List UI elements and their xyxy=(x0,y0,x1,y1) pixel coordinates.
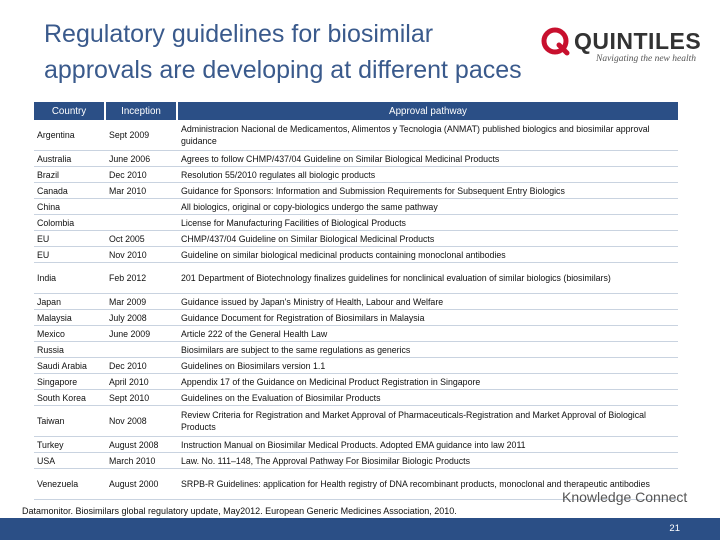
cell-inception: April 2010 xyxy=(105,374,177,390)
title-line-1: Regulatory guidelines for biosimilar xyxy=(44,20,434,48)
cell-inception: June 2006 xyxy=(105,151,177,167)
cell-inception: August 2008 xyxy=(105,437,177,453)
cell-approval-pathway: Appendix 17 of the Guidance on Medicinal Product Registration in Singapore xyxy=(177,374,678,390)
title-line-2: approvals are developing at different paces xyxy=(44,56,522,84)
cell-approval-pathway: Guidance Document for Registration of Biosimilars in Malaysia xyxy=(177,310,678,326)
cell-approval-pathway: Review Criteria for Registration and Market Approval of Pharmaceuticals-Registration and Market Approval of Biological Products xyxy=(177,406,678,437)
cell-approval-pathway: Guidance for Sponsors: Information and Submission Requirements for Subsequent Entry Biologics xyxy=(177,183,678,199)
cell-approval-pathway: Instruction Manual on Biosimilar Medical Products. Adopted EMA guidance into law 2011 xyxy=(177,437,678,453)
cell-approval-pathway: Biosimilars are subject to the same regulations as generics xyxy=(177,342,678,358)
cell-country: Saudi Arabia xyxy=(34,358,105,374)
table-row xyxy=(34,453,678,469)
table-row xyxy=(34,390,678,406)
cell-inception xyxy=(105,199,177,215)
cell-approval-pathway: Agrees to follow CHMP/437/04 Guideline on Similar Biological Medicinal Products xyxy=(177,151,678,167)
cell-country: India xyxy=(34,263,105,294)
logo-name: QUINTILES xyxy=(574,28,702,54)
table-row xyxy=(34,406,678,437)
table-row xyxy=(34,120,678,151)
cell-country: EU xyxy=(34,231,105,247)
cell-country: Australia xyxy=(34,151,105,167)
cell-approval-pathway: License for Manufacturing Facilities of Biological Products xyxy=(177,215,678,231)
cell-inception: Nov 2008 xyxy=(105,406,177,437)
cell-country: Venezuela xyxy=(34,469,105,500)
cell-inception: Oct 2005 xyxy=(105,231,177,247)
table-row xyxy=(34,326,678,342)
cell-inception: Dec 2010 xyxy=(105,167,177,183)
cell-inception: Mar 2010 xyxy=(105,183,177,199)
slide-title xyxy=(44,16,564,88)
table-row xyxy=(34,358,678,374)
table-row xyxy=(34,310,678,326)
cell-country: USA xyxy=(34,453,105,469)
logo-tagline: Navigating the new health xyxy=(596,54,697,64)
cell-approval-pathway: Resolution 55/2010 regulates all biologic products xyxy=(177,167,678,183)
cell-inception xyxy=(105,215,177,231)
cell-country: Japan xyxy=(34,294,105,310)
quintiles-logo xyxy=(540,24,712,72)
cell-approval-pathway: 201 Department of Biotechnology finalizes guidelines for nonclinical evaluation of similar biologics (biosimilars) xyxy=(177,263,678,294)
table-row xyxy=(34,374,678,390)
cell-inception: Sept 2009 xyxy=(105,120,177,151)
quintiles-q-icon xyxy=(540,26,570,56)
cell-country: Canada xyxy=(34,183,105,199)
cell-approval-pathway: All biologics, original or copy-biologics undergo the same pathway xyxy=(177,199,678,215)
cell-country: Russia xyxy=(34,342,105,358)
table-row xyxy=(34,263,678,294)
cell-approval-pathway: Guidelines on the Evaluation of Biosimilar Products xyxy=(177,390,678,406)
cell-country: Taiwan xyxy=(34,406,105,437)
footer-bar xyxy=(0,518,720,540)
header-country: Country xyxy=(34,102,105,120)
cell-inception: Dec 2010 xyxy=(105,358,177,374)
header-approval-pathway: Approval pathway xyxy=(177,102,678,120)
table-row xyxy=(34,167,678,183)
cell-approval-pathway: Administracion Nacional de Medicamentos, Alimentos y Tecnologia (ANMAT) published biologics and biosimilar approval guidance xyxy=(177,120,678,151)
cell-inception: March 2010 xyxy=(105,453,177,469)
cell-inception: Mar 2009 xyxy=(105,294,177,310)
table-header-row xyxy=(34,102,678,120)
cell-inception: Sept 2010 xyxy=(105,390,177,406)
cell-country: Colombia xyxy=(34,215,105,231)
table-row xyxy=(34,183,678,199)
cell-inception: August 2000 xyxy=(105,469,177,500)
table-row xyxy=(34,247,678,263)
table-row xyxy=(34,151,678,167)
cell-country: Singapore xyxy=(34,374,105,390)
cell-approval-pathway: Article 222 of the General Health Law xyxy=(177,326,678,342)
table-row xyxy=(34,231,678,247)
cell-inception: Nov 2010 xyxy=(105,247,177,263)
source-footnote: Datamonitor. Biosimilars global regulatory update, May2012. European Generic Medicines Association, 2010. xyxy=(22,506,457,516)
cell-country: South Korea xyxy=(34,390,105,406)
cell-inception xyxy=(105,342,177,358)
table-row xyxy=(34,437,678,453)
table-row xyxy=(34,215,678,231)
page-number: 21 xyxy=(669,523,680,534)
cell-country: Malaysia xyxy=(34,310,105,326)
table-body xyxy=(34,120,678,500)
table-row xyxy=(34,199,678,215)
cell-country: EU xyxy=(34,247,105,263)
cell-approval-pathway: SRPB-R Guidelines: application for Health registry of DNA recombinant products, monoclonal and therapeutic antibodies xyxy=(177,469,678,500)
cell-country: Turkey xyxy=(34,437,105,453)
cell-country: Mexico xyxy=(34,326,105,342)
header-inception: Inception xyxy=(105,102,177,120)
cell-approval-pathway: Guidance issued by Japan's Ministry of Health, Labour and Welfare xyxy=(177,294,678,310)
knowledge-connect-label: Knowledge Connect xyxy=(562,489,688,505)
cell-country: Brazil xyxy=(34,167,105,183)
regulatory-table xyxy=(34,102,678,500)
cell-approval-pathway: CHMP/437/04 Guideline on Similar Biological Medicinal Products xyxy=(177,231,678,247)
cell-approval-pathway: Law. No. 111–148, The Approval Pathway For Biosimilar Biologic Products xyxy=(177,453,678,469)
cell-inception: Feb 2012 xyxy=(105,263,177,294)
cell-inception: July 2008 xyxy=(105,310,177,326)
cell-country: China xyxy=(34,199,105,215)
cell-inception: June 2009 xyxy=(105,326,177,342)
cell-approval-pathway: Guideline on similar biological medicinal products containing monoclonal antibodies xyxy=(177,247,678,263)
cell-country: Argentina xyxy=(34,120,105,151)
table-row xyxy=(34,342,678,358)
cell-approval-pathway: Guidelines on Biosimilars version 1.1 xyxy=(177,358,678,374)
table-row xyxy=(34,294,678,310)
